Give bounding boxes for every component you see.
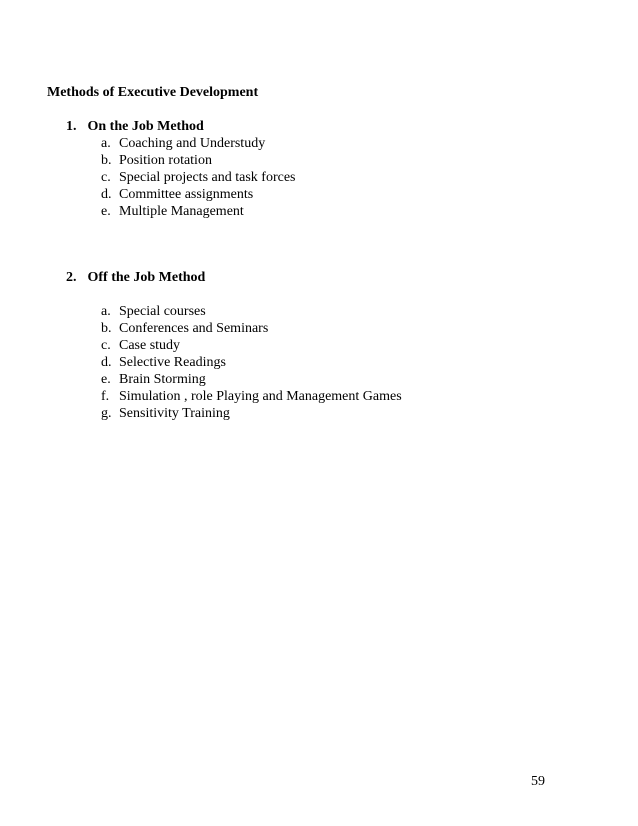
section-number: 1. <box>66 119 77 134</box>
section-title <box>66 118 296 135</box>
method-list <box>66 135 296 220</box>
list-item <box>66 354 402 371</box>
item-letter: b. <box>101 153 112 168</box>
method-list <box>66 303 402 422</box>
item-letter: a. <box>101 136 111 151</box>
list-item <box>66 203 296 220</box>
list-item <box>66 135 296 152</box>
item-letter: e. <box>101 372 111 387</box>
item-letter: g. <box>101 406 112 421</box>
section-number: 2. <box>66 270 77 285</box>
item-text: Multiple Management <box>119 204 244 219</box>
list-item <box>66 337 402 354</box>
section-title <box>66 269 402 286</box>
list-item <box>66 169 296 186</box>
item-text: Selective Readings <box>119 355 226 370</box>
item-text: Brain Storming <box>119 372 206 387</box>
item-text: Coaching and Understudy <box>119 136 266 151</box>
item-text: Position rotation <box>119 153 212 168</box>
item-text: Conferences and Seminars <box>119 321 269 336</box>
item-text: Committee assignments <box>119 187 254 202</box>
item-letter: c. <box>101 170 111 185</box>
section-title-text: On the Job Method <box>87 119 204 134</box>
item-letter: e. <box>101 204 111 219</box>
item-letter: d. <box>101 187 112 202</box>
page-heading: Methods of Executive Development <box>47 85 259 100</box>
section-on-the-job <box>66 118 296 220</box>
list-item <box>66 152 296 169</box>
list-item <box>66 388 402 405</box>
item-letter: c. <box>101 338 111 353</box>
item-text: Special projects and task forces <box>119 170 296 185</box>
section-off-the-job <box>66 269 402 422</box>
list-item <box>66 371 402 388</box>
item-text: Sensitivity Training <box>119 406 230 421</box>
item-letter: d. <box>101 355 112 370</box>
list-item <box>66 303 402 320</box>
list-item <box>66 405 402 422</box>
item-letter: a. <box>101 304 111 319</box>
item-letter: f. <box>101 389 110 404</box>
list-item <box>66 186 296 203</box>
item-text: Special courses <box>119 304 206 319</box>
item-letter: b. <box>101 321 112 336</box>
list-item <box>66 320 402 337</box>
page-number: 59 <box>531 774 545 789</box>
item-text: Case study <box>119 338 181 353</box>
item-text: Simulation , role Playing and Management Games <box>119 389 402 404</box>
section-title-text: Off the Job Method <box>87 270 206 285</box>
